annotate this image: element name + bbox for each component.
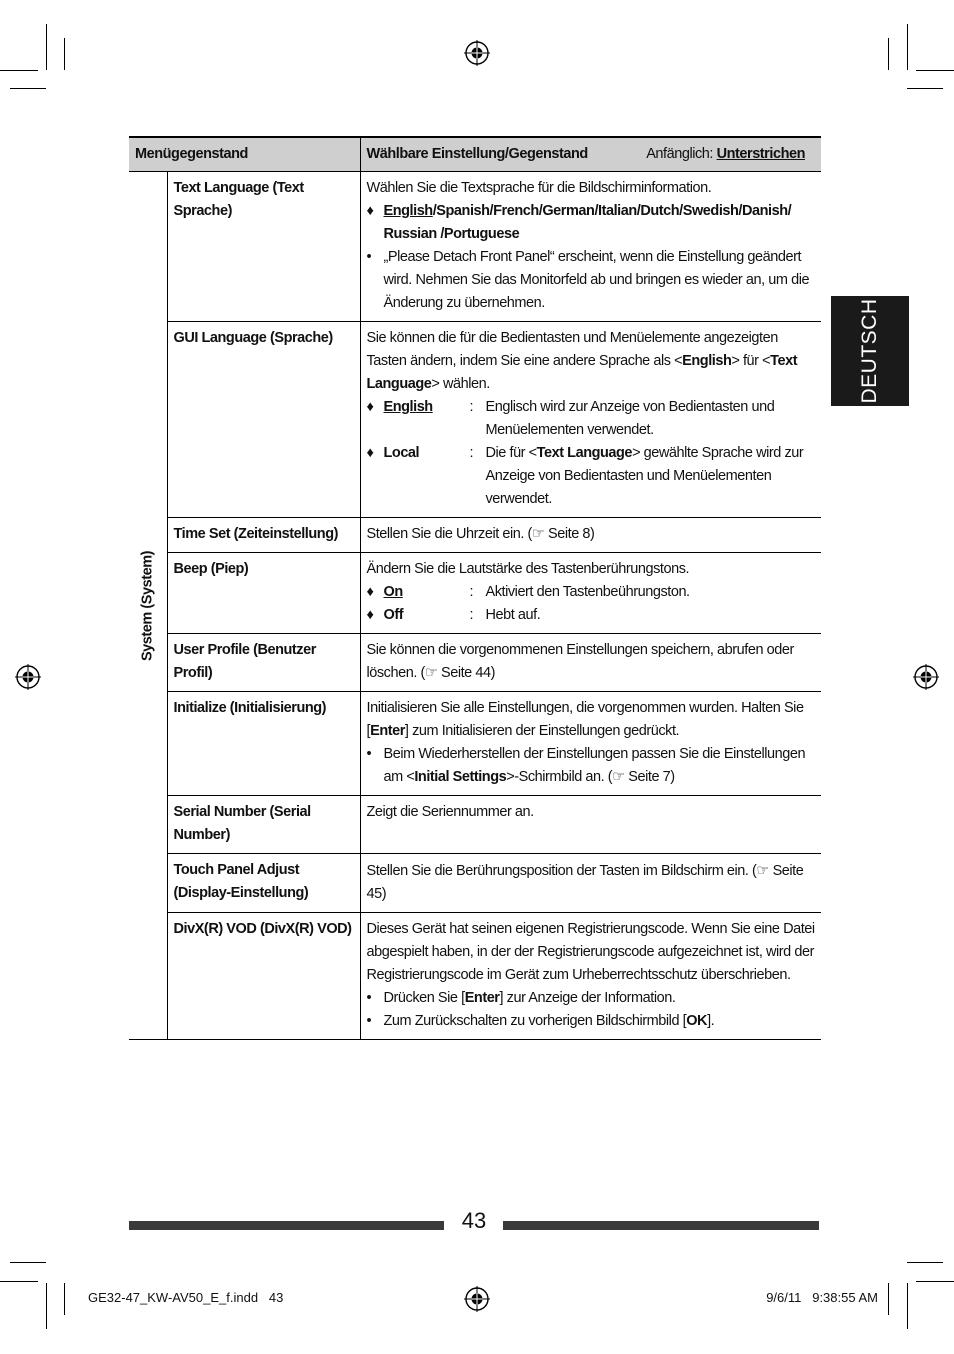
bullet-icon: •	[366, 990, 372, 1006]
crop-mark	[907, 1283, 908, 1329]
table-header-row	[129, 137, 821, 172]
crop-mark	[10, 88, 46, 89]
table-row	[129, 913, 821, 1040]
option-line	[367, 581, 816, 604]
row-desc-text	[367, 327, 816, 396]
header-menu-item: Menügegenstand	[129, 137, 360, 172]
slug-file-info: GE32-47_KW-AV50_E_f.indd 43	[88, 1290, 284, 1305]
diamond-icon: ♦	[366, 399, 374, 415]
table-row	[129, 854, 821, 913]
crop-mark	[64, 38, 65, 70]
diamond-icon: ♦	[366, 203, 374, 219]
option-text: Englisch wird zur Anzeige von Bedientasten und Menüelementen verwendet.	[485, 399, 775, 438]
note-part: ].	[707, 1013, 715, 1029]
desc-part: > wählen.	[431, 376, 490, 392]
crop-mark	[10, 1262, 46, 1263]
option-name: Off	[383, 607, 404, 623]
desc-part-bold: Enter	[370, 723, 405, 739]
row-desc	[360, 322, 821, 518]
table-row	[129, 796, 821, 854]
slug-timestamp: 9/6/11 9:38:55 AM	[766, 1290, 878, 1305]
header-initial	[646, 143, 815, 166]
row-item: Beep (Piep)	[167, 553, 360, 634]
desc-part: Sie können die für die Bedientasten und Menüelemente angezeigten Tasten ändern, indem Sie eine andere Sprache als <	[366, 330, 778, 369]
row-item: DivX(R) VOD (DivX(R) VOD)	[167, 913, 360, 1040]
row-desc: Zeigt die Seriennummer an.	[360, 796, 821, 854]
option-text: Hebt auf.	[485, 607, 541, 623]
group-label: System (System)	[139, 550, 156, 661]
desc-part: > für <	[731, 353, 771, 369]
option-line	[367, 396, 816, 442]
header-setting	[360, 137, 821, 172]
row-item: User Profile (Benutzer Profil)	[167, 634, 360, 692]
note-line	[367, 246, 816, 315]
crop-mark	[46, 24, 47, 70]
option-name: English	[383, 399, 433, 415]
desc-part-bold: English	[682, 353, 732, 369]
page-bar-left	[129, 1221, 444, 1230]
row-desc	[360, 913, 821, 1040]
note-part-bold: Initial Settings	[414, 769, 507, 785]
colon: :	[469, 584, 474, 600]
row-desc-text	[367, 697, 816, 743]
note-part: Zum Zurückschalten zu vorherigen Bildschirmbild [	[383, 1013, 687, 1029]
row-item: GUI Language (Sprache)	[167, 322, 360, 518]
row-item: Initialize (Initialisierung)	[167, 692, 360, 796]
option-text	[486, 442, 816, 511]
crop-mark	[0, 70, 38, 71]
row-desc-text: Wählen Sie die Textsprache für die Bildschirminformation.	[366, 180, 712, 196]
registration-mark-icon	[913, 664, 939, 690]
option-rest-2: Russian /Portuguese	[383, 226, 520, 242]
registration-mark-icon	[15, 664, 41, 690]
note-line	[367, 987, 816, 1010]
table-row	[129, 322, 821, 518]
bullet-icon: •	[366, 1013, 372, 1029]
crop-mark	[888, 1283, 889, 1315]
crop-mark	[46, 1283, 47, 1329]
bullet-icon: •	[366, 746, 372, 762]
colon: :	[469, 445, 474, 461]
colon: :	[469, 607, 474, 623]
registration-mark-icon	[464, 1286, 490, 1312]
page-number: 43	[461, 1208, 487, 1233]
note-part: ] zur Anzeige der Information.	[499, 990, 676, 1006]
row-desc-text: Dieses Gerät hat seinen eigenen Registrierungscode. Wenn Sie eine Datei abgespielt haben, in der der Registrierungscode aufgezeichnet ist, wird der Registrierungscode im Gerät zum Urheberrechtsschutz überschrieben.	[366, 921, 815, 983]
desc-part-bold: Text Language	[366, 353, 798, 392]
diamond-icon: ♦	[366, 584, 374, 600]
option-list	[384, 200, 816, 246]
desc-part: ] zum Initialisieren der Einstellungen gedrückt.	[404, 723, 680, 739]
row-desc	[360, 172, 821, 322]
settings-table	[129, 136, 821, 1040]
note-part-bold: Enter	[464, 990, 500, 1006]
row-desc: Stellen Sie die Berührungsposition der Tasten im Bildschirm ein. (☞ Seite 45)	[360, 854, 821, 913]
row-item: Time Set (Zeiteinstellung)	[167, 518, 360, 553]
crop-mark	[916, 1281, 954, 1282]
crop-mark	[888, 38, 889, 70]
option-line	[367, 442, 816, 511]
header-initial-value: Unterstrichen	[716, 146, 805, 162]
option-name: On	[383, 584, 403, 600]
crop-mark	[907, 88, 943, 89]
note-text	[384, 987, 816, 1010]
header-initial-label: Anfänglich:	[646, 146, 713, 162]
note-text	[384, 743, 816, 789]
option-name: Local	[383, 445, 420, 461]
diamond-icon: ♦	[366, 607, 374, 623]
note-part-bold: OK	[686, 1013, 708, 1029]
row-desc	[360, 553, 821, 634]
note-line	[367, 743, 816, 789]
note-part: Beim Wiederherstellen der Einstellungen passen Sie die Einstellungen am <	[383, 746, 806, 785]
page-bar-right	[503, 1221, 819, 1230]
option-text-part: > gewählte Sprache wird zur Anzeige von Bedientasten und Menüelementen verwendet.	[485, 445, 804, 507]
option-rest: /Spanish/French/German/Italian/Dutch/Swedish/Danish/	[432, 203, 792, 219]
crop-mark	[916, 70, 954, 71]
row-item: Touch Panel Adjust (Display-Einstellung)	[167, 854, 360, 913]
bullet-icon: •	[366, 249, 372, 265]
table-row	[129, 692, 821, 796]
crop-mark	[907, 1262, 943, 1263]
option-text-bold: Text Language	[536, 445, 633, 461]
row-desc	[360, 692, 821, 796]
table-row	[129, 634, 821, 692]
row-desc-text: Ändern Sie die Lautstärke des Tastenberührungstons.	[366, 561, 690, 577]
option-default: English	[383, 203, 433, 219]
header-setting-label: Wählbare Einstellung/Gegenstand	[366, 146, 588, 162]
desc-part: Initialisieren Sie alle Einstellungen, die vorgenommen wurden. Halten Sie [	[366, 700, 804, 739]
diamond-icon: ♦	[366, 445, 374, 461]
option-line	[367, 604, 816, 627]
note-text	[384, 1010, 816, 1033]
group-cell	[129, 172, 167, 1040]
row-desc: Stellen Sie die Uhrzeit ein. (☞ Seite 8)	[360, 518, 821, 553]
crop-mark	[907, 24, 908, 70]
note-line	[367, 1010, 816, 1033]
crop-mark	[64, 1283, 65, 1315]
note-part: >-Schirmbild an. (☞ Seite 7)	[506, 769, 675, 785]
table-row	[129, 553, 821, 634]
colon: :	[469, 399, 474, 415]
row-desc: Sie können die vorgenommenen Einstellungen speichern, abrufen oder löschen. (☞ Seite 44)	[360, 634, 821, 692]
language-side-tab	[831, 296, 909, 406]
table-row	[129, 172, 821, 322]
crop-mark	[0, 1281, 38, 1282]
option-text-part: Die für <	[485, 445, 537, 461]
option-text: Aktiviert den Tastenbeührungston.	[485, 584, 690, 600]
row-item: Text Language (Text Sprache)	[167, 172, 360, 322]
language-side-tab-label: DEUTSCH	[858, 298, 881, 404]
option-line	[367, 200, 816, 246]
note-text: „Please Detach Front Panel“ erscheint, wenn die Einstellung geändert wird. Nehmen Sie das Monitorfeld ab und bringen es wieder an, um die Änderung zu übernehmen.	[383, 249, 810, 311]
row-item: Serial Number (Serial Number)	[167, 796, 360, 854]
note-part: Drücken Sie [	[383, 990, 465, 1006]
registration-mark-icon	[464, 40, 490, 66]
table-row	[129, 518, 821, 553]
